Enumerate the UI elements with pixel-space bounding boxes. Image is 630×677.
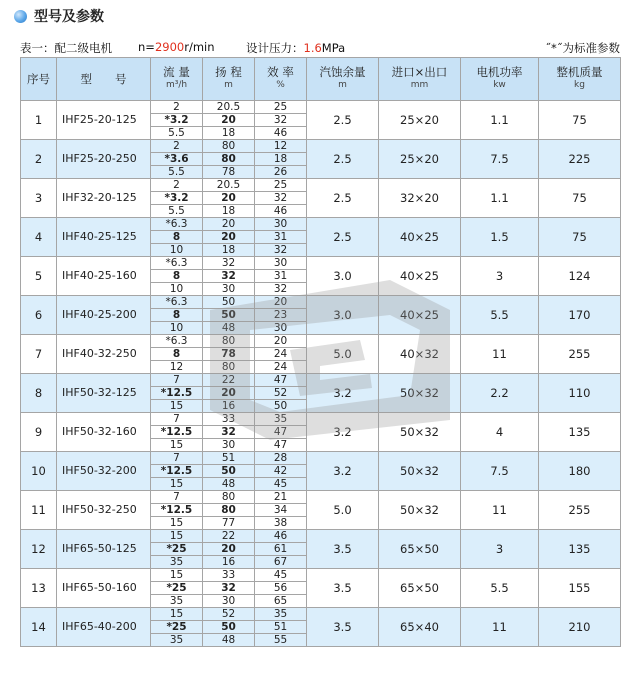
pump-spec-table (20, 57, 621, 647)
row-number: 12 (21, 530, 57, 569)
mass-cell: 255 (539, 491, 621, 530)
mass-cell: 225 (539, 140, 621, 179)
flow-cell: 5.5 (151, 205, 203, 218)
table-row (21, 179, 621, 192)
flow-cell: 7 (151, 491, 203, 504)
flow-cell: 8 (151, 348, 203, 361)
flow-cell: 10 (151, 244, 203, 257)
ports-cell: 50×32 (379, 491, 461, 530)
row-number: 2 (21, 140, 57, 179)
head-cell: 80 (203, 140, 255, 153)
efficiency-cell: 55 (255, 634, 307, 647)
flow-cell: 2 (151, 101, 203, 114)
head-cell: 77 (203, 517, 255, 530)
flow-cell: 7 (151, 413, 203, 426)
flow-cell: 15 (151, 530, 203, 543)
power-cell: 5.5 (461, 569, 539, 608)
efficiency-cell: 35 (255, 608, 307, 621)
head-cell: 20 (203, 231, 255, 244)
model-cell: IHF40-25-125 (57, 218, 151, 257)
model-cell: IHF65-50-160 (57, 569, 151, 608)
table-row (21, 257, 621, 270)
mass-cell: 75 (539, 179, 621, 218)
mass-cell: 110 (539, 374, 621, 413)
header-unit: mm (410, 80, 429, 90)
ports-cell: 65×50 (379, 530, 461, 569)
flow-cell: 7 (151, 452, 203, 465)
head-cell: 50 (203, 296, 255, 309)
flow-cell: 7 (151, 374, 203, 387)
efficiency-cell: 61 (255, 543, 307, 556)
motor-speed: n=2900r/min (138, 40, 215, 54)
flow-cell: 15 (151, 439, 203, 452)
header-unit: kg (574, 80, 585, 90)
flow-cell: 35 (151, 556, 203, 569)
head-cell: 50 (203, 465, 255, 478)
npsh-cell: 3.5 (307, 569, 379, 608)
table-row (21, 374, 621, 387)
mass-cell: 210 (539, 608, 621, 647)
ports-cell: 25×20 (379, 101, 461, 140)
head-cell: 20 (203, 543, 255, 556)
flow-cell: 35 (151, 595, 203, 608)
mass-cell: 170 (539, 296, 621, 335)
efficiency-cell: 31 (255, 231, 307, 244)
npsh-cell: 2.5 (307, 218, 379, 257)
head-cell: 20 (203, 192, 255, 205)
model-cell: IHF40-25-160 (57, 257, 151, 296)
table-row (21, 296, 621, 309)
power-cell: 1.5 (461, 218, 539, 257)
efficiency-cell: 46 (255, 530, 307, 543)
table-row (21, 452, 621, 465)
header-unit: m (338, 80, 347, 90)
design-pressure: 设计压力：1.6MPa (246, 41, 346, 55)
row-number: 9 (21, 413, 57, 452)
row-number: 14 (21, 608, 57, 647)
efficiency-cell: 47 (255, 426, 307, 439)
head-cell: 52 (203, 608, 255, 621)
model-cell: IHF65-40-200 (57, 608, 151, 647)
section-header (14, 7, 104, 25)
ports-cell: 65×40 (379, 608, 461, 647)
row-number: 5 (21, 257, 57, 296)
table-label: 表一：配二级电机 (20, 41, 112, 55)
head-cell: 80 (203, 361, 255, 374)
head-cell: 32 (203, 270, 255, 283)
efficiency-cell: 34 (255, 504, 307, 517)
ports-cell: 40×25 (379, 218, 461, 257)
row-number: 13 (21, 569, 57, 608)
npsh-cell: 3.5 (307, 530, 379, 569)
flow-cell: *25 (151, 543, 203, 556)
efficiency-cell: 47 (255, 374, 307, 387)
power-cell: 7.5 (461, 452, 539, 491)
flow-cell: *6.3 (151, 257, 203, 270)
flow-cell: *25 (151, 621, 203, 634)
model-cell: IHF50-32-125 (57, 374, 151, 413)
head-cell: 48 (203, 478, 255, 491)
header-unit: kw (493, 80, 506, 90)
standard-param-note: ˝*˝为标准参数 (545, 41, 620, 55)
mass-cell: 75 (539, 101, 621, 140)
head-cell: 80 (203, 335, 255, 348)
table-row (21, 218, 621, 231)
head-cell: 20 (203, 218, 255, 231)
mass-cell: 255 (539, 335, 621, 374)
head-cell: 20.5 (203, 179, 255, 192)
header-unit: m³/h (165, 80, 188, 90)
row-number: 7 (21, 335, 57, 374)
row-number: 1 (21, 101, 57, 140)
efficiency-cell: 12 (255, 140, 307, 153)
efficiency-cell: 65 (255, 595, 307, 608)
head-cell: 30 (203, 439, 255, 452)
efficiency-cell: 32 (255, 283, 307, 296)
efficiency-cell: 31 (255, 270, 307, 283)
table-row (21, 101, 621, 114)
efficiency-cell: 45 (255, 569, 307, 582)
table-caption-line (20, 40, 620, 56)
head-cell: 78 (203, 166, 255, 179)
efficiency-cell: 51 (255, 621, 307, 634)
flow-cell: 15 (151, 478, 203, 491)
power-cell: 2.2 (461, 374, 539, 413)
efficiency-cell: 46 (255, 205, 307, 218)
header-label: 效 率 (267, 65, 294, 79)
model-cell: IHF40-32-250 (57, 335, 151, 374)
flow-cell: *6.3 (151, 218, 203, 231)
ports-cell: 50×32 (379, 413, 461, 452)
header-label: 型 号 (80, 71, 127, 86)
model-cell: IHF32-20-125 (57, 179, 151, 218)
flow-cell: 35 (151, 634, 203, 647)
flow-cell: 15 (151, 569, 203, 582)
flow-cell: 15 (151, 608, 203, 621)
efficiency-cell: 50 (255, 400, 307, 413)
head-cell: 80 (203, 504, 255, 517)
header-label: 整机质量 (556, 65, 603, 79)
power-cell: 5.5 (461, 296, 539, 335)
table-header-row (21, 58, 621, 101)
head-cell: 50 (203, 309, 255, 322)
npsh-cell: 3.0 (307, 257, 379, 296)
head-cell: 48 (203, 634, 255, 647)
flow-cell: 8 (151, 309, 203, 322)
col-efficiency-header (255, 58, 307, 101)
mass-cell: 124 (539, 257, 621, 296)
efficiency-cell: 25 (255, 101, 307, 114)
efficiency-cell: 24 (255, 348, 307, 361)
head-cell: 33 (203, 569, 255, 582)
ports-cell: 40×25 (379, 296, 461, 335)
efficiency-cell: 67 (255, 556, 307, 569)
head-cell: 16 (203, 400, 255, 413)
ports-cell: 40×32 (379, 335, 461, 374)
head-cell: 50 (203, 621, 255, 634)
table-row (21, 335, 621, 348)
header-label: 序号 (27, 71, 50, 86)
power-cell: 1.1 (461, 101, 539, 140)
ports-cell: 32×20 (379, 179, 461, 218)
head-cell: 22 (203, 530, 255, 543)
header-unit: m (224, 80, 233, 90)
model-cell: IHF40-25-200 (57, 296, 151, 335)
power-cell: 11 (461, 608, 539, 647)
efficiency-cell: 35 (255, 413, 307, 426)
table-row (21, 530, 621, 543)
mass-cell: 155 (539, 569, 621, 608)
efficiency-cell: 32 (255, 114, 307, 127)
table-row (21, 140, 621, 153)
npsh-cell: 2.5 (307, 179, 379, 218)
efficiency-cell: 20 (255, 296, 307, 309)
header-label: 电机功率 (476, 65, 523, 79)
npsh-cell: 3.2 (307, 452, 379, 491)
model-cell: IHF25-20-250 (57, 140, 151, 179)
header-label: 汽蚀余量 (319, 65, 366, 79)
head-cell: 32 (203, 257, 255, 270)
head-cell: 32 (203, 582, 255, 595)
col-flow-header (151, 58, 203, 101)
head-cell: 80 (203, 491, 255, 504)
flow-cell: *3.2 (151, 192, 203, 205)
header-label: 流 量 (163, 65, 190, 79)
power-cell: 3 (461, 530, 539, 569)
flow-cell: 10 (151, 322, 203, 335)
col-no-header (21, 58, 57, 101)
ports-cell: 50×32 (379, 374, 461, 413)
efficiency-cell: 20 (255, 335, 307, 348)
head-cell: 80 (203, 153, 255, 166)
table-row (21, 569, 621, 582)
efficiency-cell: 30 (255, 257, 307, 270)
header-label: 扬 程 (215, 65, 242, 79)
table-row (21, 608, 621, 621)
flow-cell: *12.5 (151, 504, 203, 517)
table-body (21, 101, 621, 647)
mass-cell: 135 (539, 530, 621, 569)
head-cell: 33 (203, 413, 255, 426)
section-title: 型号及参数 (34, 9, 104, 25)
flow-cell: 8 (151, 231, 203, 244)
row-number: 10 (21, 452, 57, 491)
efficiency-cell: 21 (255, 491, 307, 504)
npsh-cell: 3.5 (307, 608, 379, 647)
efficiency-cell: 28 (255, 452, 307, 465)
model-cell: IHF50-32-200 (57, 452, 151, 491)
npsh-cell: 3.2 (307, 374, 379, 413)
power-cell: 4 (461, 413, 539, 452)
npsh-cell: 2.5 (307, 140, 379, 179)
flow-cell: *3.2 (151, 114, 203, 127)
flow-cell: *6.3 (151, 296, 203, 309)
efficiency-cell: 38 (255, 517, 307, 530)
flow-cell: 5.5 (151, 127, 203, 140)
head-cell: 20 (203, 114, 255, 127)
flow-cell: *3.6 (151, 153, 203, 166)
efficiency-cell: 47 (255, 439, 307, 452)
head-cell: 22 (203, 374, 255, 387)
efficiency-cell: 30 (255, 218, 307, 231)
flow-cell: 2 (151, 140, 203, 153)
flow-cell: 5.5 (151, 166, 203, 179)
efficiency-cell: 32 (255, 192, 307, 205)
col-npsh-header (307, 58, 379, 101)
col-head-header (203, 58, 255, 101)
head-cell: 30 (203, 595, 255, 608)
pressure-value: 1.6 (303, 41, 322, 55)
model-cell: IHF25-20-125 (57, 101, 151, 140)
head-cell: 30 (203, 283, 255, 296)
head-cell: 51 (203, 452, 255, 465)
npsh-cell: 5.0 (307, 491, 379, 530)
ports-cell: 50×32 (379, 452, 461, 491)
mass-cell: 75 (539, 218, 621, 257)
head-cell: 48 (203, 322, 255, 335)
ports-cell: 40×25 (379, 257, 461, 296)
npsh-cell: 2.5 (307, 101, 379, 140)
header-unit: % (276, 80, 285, 90)
npsh-cell: 3.2 (307, 413, 379, 452)
mass-cell: 135 (539, 413, 621, 452)
power-cell: 11 (461, 335, 539, 374)
row-number: 11 (21, 491, 57, 530)
mass-cell: 180 (539, 452, 621, 491)
head-cell: 16 (203, 556, 255, 569)
efficiency-cell: 23 (255, 309, 307, 322)
col-model-header (57, 58, 151, 101)
speed-value: 2900 (154, 40, 185, 54)
ports-cell: 25×20 (379, 140, 461, 179)
flow-cell: 2 (151, 179, 203, 192)
efficiency-cell: 45 (255, 478, 307, 491)
row-number: 3 (21, 179, 57, 218)
flow-cell: 15 (151, 517, 203, 530)
power-cell: 1.1 (461, 179, 539, 218)
flow-cell: 15 (151, 400, 203, 413)
head-cell: 32 (203, 426, 255, 439)
head-cell: 20.5 (203, 101, 255, 114)
efficiency-cell: 56 (255, 582, 307, 595)
col-mass-header (539, 58, 621, 101)
flow-cell: *12.5 (151, 387, 203, 400)
efficiency-cell: 24 (255, 361, 307, 374)
npsh-cell: 3.0 (307, 296, 379, 335)
power-cell: 7.5 (461, 140, 539, 179)
head-cell: 18 (203, 205, 255, 218)
efficiency-cell: 46 (255, 127, 307, 140)
header-label: 进口×出口 (391, 65, 448, 79)
bullet-icon (14, 10, 27, 23)
flow-cell: 10 (151, 283, 203, 296)
npsh-cell: 5.0 (307, 335, 379, 374)
flow-cell: 12 (151, 361, 203, 374)
model-cell: IHF50-32-250 (57, 491, 151, 530)
flow-cell: *12.5 (151, 426, 203, 439)
efficiency-cell: 30 (255, 322, 307, 335)
head-cell: 18 (203, 244, 255, 257)
head-cell: 20 (203, 387, 255, 400)
model-cell: IHF65-50-125 (57, 530, 151, 569)
head-cell: 18 (203, 127, 255, 140)
table-row (21, 491, 621, 504)
flow-cell: *6.3 (151, 335, 203, 348)
efficiency-cell: 25 (255, 179, 307, 192)
efficiency-cell: 32 (255, 244, 307, 257)
ports-cell: 65×50 (379, 569, 461, 608)
head-cell: 78 (203, 348, 255, 361)
flow-cell: 8 (151, 270, 203, 283)
efficiency-cell: 52 (255, 387, 307, 400)
row-number: 4 (21, 218, 57, 257)
col-power-header (461, 58, 539, 101)
flow-cell: *25 (151, 582, 203, 595)
model-cell: IHF50-32-160 (57, 413, 151, 452)
efficiency-cell: 42 (255, 465, 307, 478)
row-number: 6 (21, 296, 57, 335)
table-row (21, 413, 621, 426)
efficiency-cell: 26 (255, 166, 307, 179)
power-cell: 3 (461, 257, 539, 296)
row-number: 8 (21, 374, 57, 413)
power-cell: 11 (461, 491, 539, 530)
flow-cell: *12.5 (151, 465, 203, 478)
efficiency-cell: 18 (255, 153, 307, 166)
col-ports-header (379, 58, 461, 101)
